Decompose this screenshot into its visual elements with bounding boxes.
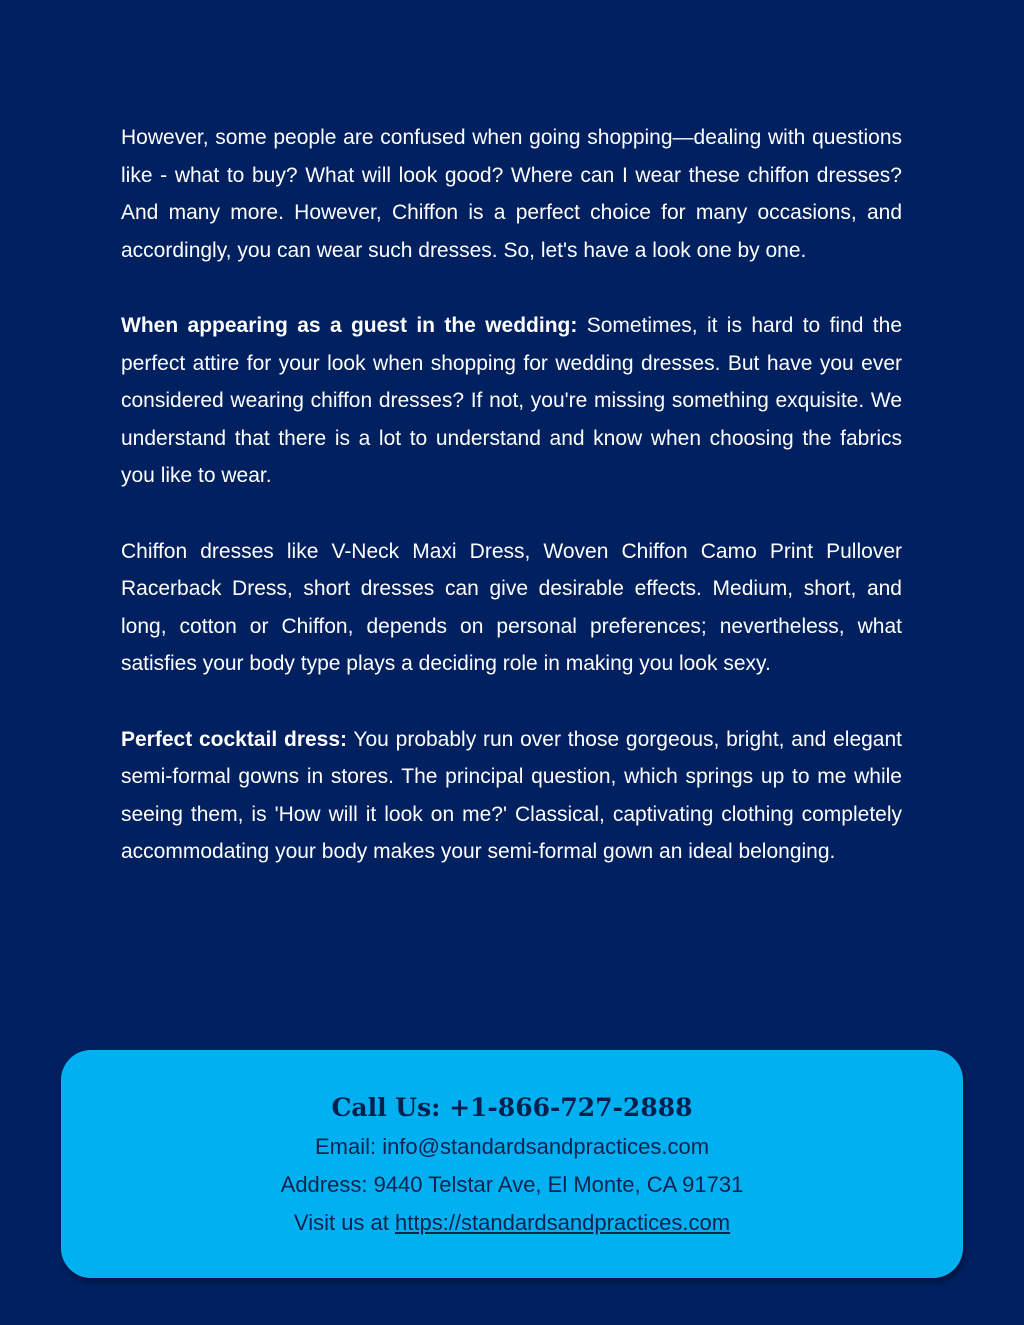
contact-email: Email: info@standardsandpractices.com — [314, 1134, 710, 1159]
paragraph-cocktail-dress — [121, 721, 902, 871]
paragraph-intro — [121, 119, 902, 269]
paragraph-lead: Perfect cocktail dress: — [121, 727, 348, 751]
contact-box — [61, 1050, 963, 1278]
paragraph-lead: When appearing as a guest in the wedding: — [121, 313, 578, 337]
paragraph-text: You probably run over those gorgeous, bright, and elegant semi-formal gowns in stores. The principal question, which springs up to me while seeing them, is 'How will it look on me?' Classical, captivating clothing completely accommodating your body makes your semi-formal gown an ideal belonging. — [121, 727, 902, 864]
paragraph-text: Sometimes, it is hard to find the perfect attire for your look when shopping for wedding dresses. But have you ever considered wearing chiffon dresses? If not, you're missing something exquisite. We understand that there is a lot to understand and know when choosing the fabrics you like to wear. — [121, 313, 902, 488]
paragraph-wedding-guest — [121, 307, 902, 495]
call-us-phone: Call Us: +1-866-727-2888 — [331, 1093, 693, 1122]
paragraph-text: Chiffon dresses like V-Neck Maxi Dress, Woven Chiffon Camo Print Pullover Racerback Dress, short dresses can give desirable effects. Medium, short, and long, cotton or Chiffon, depends on personal preferences; nevertheless, what satisfies your body type plays a deciding role in making you look sexy. — [121, 539, 902, 676]
article-body — [121, 119, 902, 908]
website-link[interactable]: https://standardsandpractices.com — [395, 1210, 731, 1235]
contact-website-line — [61, 1204, 963, 1242]
contact-address: Address: 9440 Telstar Ave, El Monte, CA 91731 — [280, 1172, 744, 1197]
paragraph-chiffon-styles — [121, 533, 902, 683]
contact-details — [61, 1088, 963, 1242]
paragraph-text: However, some people are confused when going shopping—dealing with questions like - what to buy? What will look good? Where can I wear these chiffon dresses? And many more. However, Chiffon is a perfect choice for many occasions, and accordingly, you can wear such dresses. So, let's have a look one by one. — [121, 126, 902, 262]
visit-prefix: Visit us at — [293, 1210, 396, 1235]
